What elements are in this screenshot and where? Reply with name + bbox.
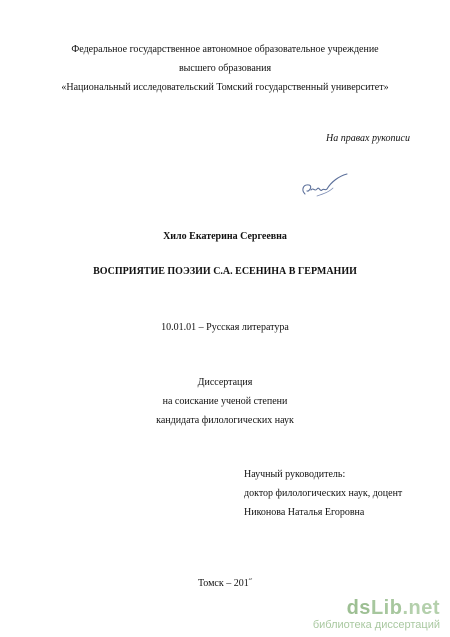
watermark-subtitle: библиотека диссертаций [312,619,440,631]
watermark-logo-lib: Lib [370,597,403,619]
advisor-title: доктор филологических наук, доцент [244,488,403,499]
author-name: Хило Екатерина Сергеевна [163,231,287,242]
signature-image [295,172,355,204]
dissertation-title: ВОСПРИЯТИЕ ПОЭЗИИ С.А. ЕСЕНИНА В ГЕРМАНИИ [93,266,357,277]
advisor-name: Никонова Наталья Егоровна [244,507,365,518]
rights-note: На правах рукописи [326,133,410,144]
institution-line-3: «Национальный исследовательский Томский государственный университет» [61,82,389,93]
degree-line-2: на соискание ученой степени [162,396,288,407]
watermark-logo-net: .net [402,597,440,619]
degree-line-3: кандидата филологических наук [156,415,294,426]
city-year: Томск – 201˝ [197,578,253,589]
watermark-logo-ds: ds [346,597,371,619]
institution-line-2: высшего образования [178,63,272,74]
advisor-label: Научный руководитель: [244,469,346,480]
institution-line-1: Федеральное государственное автономное образовательное учреждение [71,44,379,55]
degree-line-1: Диссертация [197,377,253,388]
watermark-logo [313,598,440,618]
specialty-code: 10.01.01 – Русская литература [161,322,289,333]
watermark [313,598,440,631]
